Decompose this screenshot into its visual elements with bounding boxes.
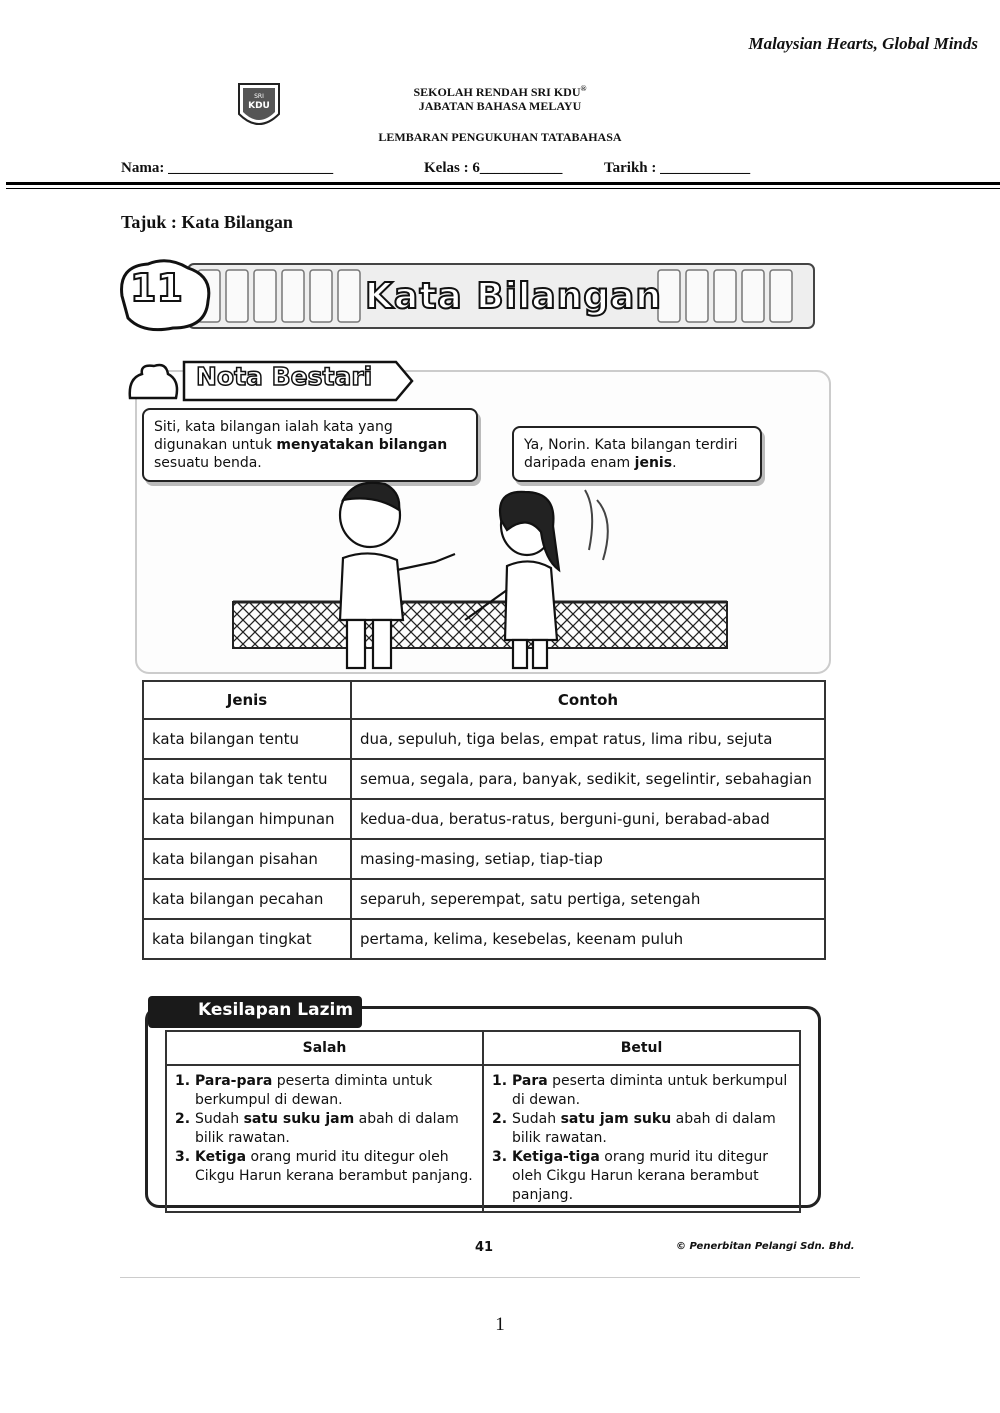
item-text: abah di dalam bilik rawatan. xyxy=(195,1111,459,1146)
item-keyword: Para-para xyxy=(195,1073,273,1089)
item-text: abah di dalam bilik rawatan. xyxy=(512,1111,776,1146)
header-rule-thin xyxy=(6,188,1000,189)
logo-text-top: SRI xyxy=(254,93,264,100)
item-number: 3. xyxy=(492,1149,508,1165)
list-item xyxy=(175,1072,474,1110)
jenis-cell: kata bilangan pisahan xyxy=(143,839,351,879)
header-jenis: Jenis xyxy=(143,681,351,719)
sheet-title: LEMBARAN PENGUKUHAN TATABAHASA xyxy=(378,130,622,144)
kesilapan-title: Kesilapan Lazim xyxy=(198,1000,354,1020)
item-text: peserta diminta untuk berkumpul di dewan. xyxy=(512,1073,788,1108)
item-keyword: satu jam suku xyxy=(560,1111,672,1127)
motto: Malaysian Hearts, Global Minds xyxy=(748,34,978,53)
item-keyword: satu suku jam xyxy=(243,1111,355,1127)
header-rule xyxy=(6,182,1000,185)
table-header-row xyxy=(143,681,825,719)
item-text: Sudah xyxy=(512,1111,561,1127)
table-row xyxy=(143,839,825,879)
jenis-cell: kata bilangan pecahan xyxy=(143,879,351,919)
school-heading xyxy=(0,82,1000,113)
item-text: peserta diminta untuk berkumpul di dewan. xyxy=(195,1073,433,1108)
list-item xyxy=(492,1148,791,1205)
bubble-text: Ya, Norin. Kata bilangan terdiri daripada enam xyxy=(524,437,738,471)
jenis-cell: kata bilangan tingkat xyxy=(143,919,351,959)
item-keyword: Ketiga xyxy=(195,1149,247,1165)
bubble-keyword: menyatakan bilangan xyxy=(276,437,448,453)
jenis-cell: kata bilangan tak tentu xyxy=(143,759,351,799)
list-item xyxy=(492,1072,791,1110)
list-item xyxy=(175,1148,474,1186)
jenis-cell: kata bilangan tentu xyxy=(143,719,351,759)
page-number: 1 xyxy=(495,1314,505,1335)
bubble-text: sesuatu benda. xyxy=(154,455,262,471)
date-field[interactable]: Tarikh : ____________ xyxy=(604,160,751,176)
department-name: JABATAN BAHASA MELAYU xyxy=(418,99,582,113)
item-keyword: Ketiga-tiga xyxy=(512,1149,600,1165)
table-row xyxy=(143,759,825,799)
nota-title: Nota Bestari xyxy=(196,362,373,391)
header-salah: Salah xyxy=(166,1031,483,1065)
chapter-title: Kata Bilangan xyxy=(365,276,662,317)
kata-bilangan-table xyxy=(142,680,826,960)
bubble-text: Siti, kata bilangan ialah kata yang digunakan untuk xyxy=(154,419,393,453)
table-row xyxy=(143,879,825,919)
salah-column xyxy=(166,1065,483,1212)
item-text: Sudah xyxy=(195,1111,244,1127)
class-field[interactable]: Kelas : 6___________ xyxy=(424,160,563,176)
header-betul: Betul xyxy=(483,1031,800,1065)
list-item xyxy=(175,1110,474,1148)
item-number: 2. xyxy=(492,1111,508,1127)
item-number: 1. xyxy=(492,1073,508,1089)
jenis-cell: kata bilangan himpunan xyxy=(143,799,351,839)
contoh-cell: dua, sepuluh, tiga belas, empat ratus, lima ribu, sejuta xyxy=(351,719,825,759)
book-page-number: 41 xyxy=(475,1240,494,1255)
table-row xyxy=(143,719,825,759)
header-contoh: Contoh xyxy=(351,681,825,719)
registered-mark: ® xyxy=(580,84,587,93)
item-number: 3. xyxy=(175,1149,191,1165)
table-header-row xyxy=(166,1031,800,1065)
item-number: 2. xyxy=(175,1111,191,1127)
chapter-number: 11 xyxy=(130,266,183,310)
bubble-text: . xyxy=(672,455,677,471)
kesilapan-table xyxy=(165,1030,801,1213)
contoh-cell: kedua-dua, beratus-ratus, berguni-guni, berabad-abad xyxy=(351,799,825,839)
item-number: 1. xyxy=(175,1073,191,1089)
publisher-credit: © Penerbitan Pelangi Sdn. Bhd. xyxy=(676,1241,855,1252)
contoh-cell: separuh, seperempat, satu pertiga, setengah xyxy=(351,879,825,919)
school-name: SEKOLAH RENDAH SRI KDU xyxy=(413,85,581,99)
logo-text: KDU xyxy=(248,101,270,111)
list-item xyxy=(492,1110,791,1148)
item-keyword: Para xyxy=(512,1073,548,1089)
item-text: orang murid itu ditegur oleh Cikgu Harun kerana berambut panjang. xyxy=(195,1149,473,1184)
table-row xyxy=(166,1065,800,1212)
contoh-cell: pertama, kelima, kesebelas, keenam puluh xyxy=(351,919,825,959)
children-illustration xyxy=(225,470,735,670)
topic-title: Tajuk : Kata Bilangan xyxy=(121,212,293,232)
name-field[interactable]: Nama: ______________________ xyxy=(121,160,334,176)
table-row xyxy=(143,799,825,839)
contoh-cell: semua, segala, para, banyak, sedikit, segelintir, sebahagian xyxy=(351,759,825,799)
footer-rule xyxy=(120,1277,860,1278)
contoh-cell: masing-masing, setiap, tiap-tiap xyxy=(351,839,825,879)
item-text: orang murid itu ditegur oleh Cikgu Harun kerana berambut panjang. xyxy=(512,1149,768,1203)
bubble-keyword: jenis xyxy=(634,455,673,471)
betul-column xyxy=(483,1065,800,1212)
table-row xyxy=(143,919,825,959)
